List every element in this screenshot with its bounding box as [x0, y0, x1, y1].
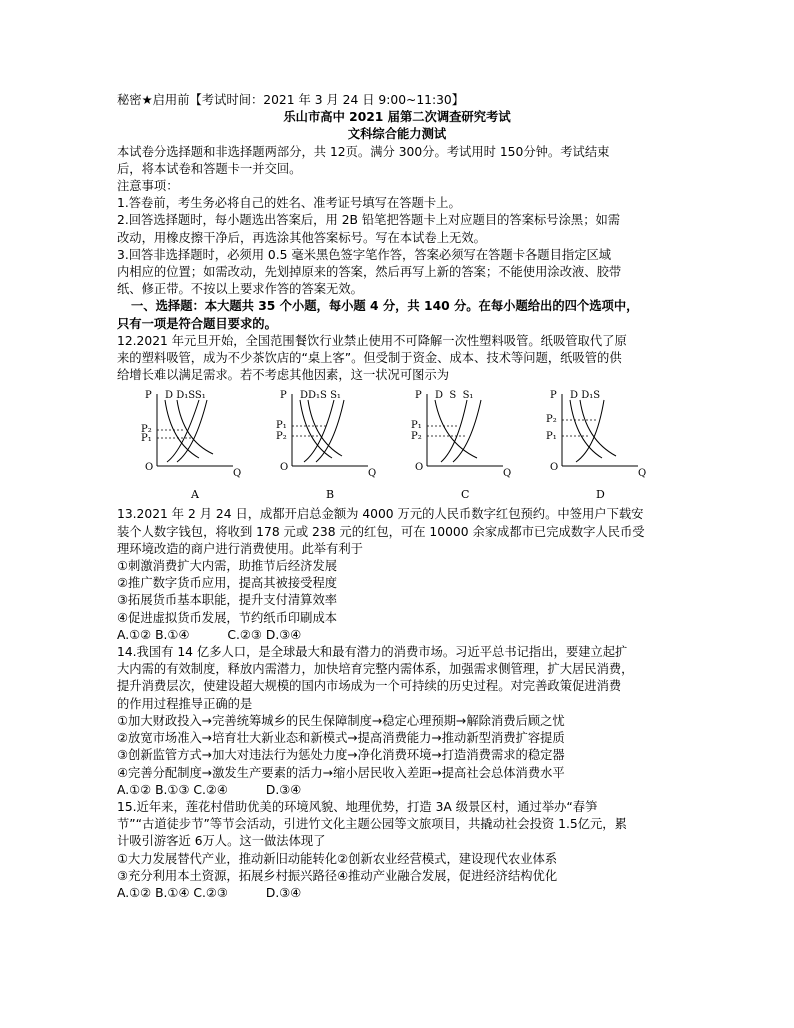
price-label: P₂: [276, 431, 287, 443]
note-item: 内相应的位置；如需改动，先划掉原来的答案，然后再写上新的答案；不能使用涂改液、胶带: [117, 265, 622, 280]
option-c[interactable]: C.②③: [193, 885, 228, 900]
section-heading-cont: 只有一项是符合题目要求的。: [117, 316, 277, 331]
q14-choice: ①加大财政投入→完善统筹城乡的民生保障制度→稳定心理预期→解除消费后顾之忧: [117, 713, 565, 728]
graph-b: [272, 386, 377, 504]
origin-label: O: [415, 462, 424, 474]
curve-labels: D D₁S: [570, 390, 601, 402]
exam-subtitle: 文科综合能力测试: [347, 127, 447, 142]
graph-d: [542, 386, 647, 504]
price-label: P₁: [141, 433, 152, 445]
note-item: 纸、修正带。不按以上要求作答的答案无效。: [117, 282, 363, 297]
price-label: P₁: [546, 431, 557, 443]
exam-title: 乐山市高中 2021 届第二次调查研究考试: [283, 110, 511, 125]
q15-line: 节”“古道徒步节”等节会活动，引进竹文化主题公园等文旅项目，共撬动社会投资 1.5亿元，累: [117, 817, 627, 832]
q13-line: 理环境改造的商户进行消费使用。此举有利于: [117, 541, 363, 556]
axis-p-label: P: [280, 390, 287, 402]
q14-line: 14.我国有 14 亿多人口，是全球最大和最有潜力的消费市场。习近平总书记指出，要建立起扩: [117, 645, 628, 660]
graph-caption: B: [326, 488, 335, 502]
axis-p-label: P: [415, 390, 422, 402]
option-d[interactable]: D.③④: [265, 885, 302, 900]
option-a[interactable]: A.①②: [117, 627, 152, 642]
q14-line: 提升消费层次，使建设超大规模的国内市场成为一个可持续的历史过程。对完善政策促进消费: [117, 679, 622, 694]
price-label: P₁: [276, 420, 287, 432]
q15-choice: ③充分利用本土资源，拓展乡村振兴路径④推动产业融合发展，促进经济结构优化: [117, 868, 558, 883]
q13-choice: ②推广数字货币应用，提高其被接受程度: [117, 576, 338, 591]
axis-q-label: Q: [638, 468, 647, 480]
q14-line: 大内需的有效制度，释放内需潜力，加快培育完整内需体系，加强需求侧管理，扩大居民消费，: [117, 662, 634, 677]
q15-choice: ①大力发展替代产业，推动新旧动能转化②创新农业经营模式，建设现代农业体系: [117, 851, 558, 866]
q13-options: [117, 627, 677, 644]
q15-options: [117, 885, 677, 902]
origin-label: O: [550, 462, 559, 474]
q13-choice: ①刺激消费扩大内需，助推节后经济发展: [117, 559, 338, 574]
exam-page: [117, 92, 677, 902]
graph-caption: A: [191, 488, 199, 502]
q15-line: 15.近年来，莲花村借助优美的环境风貌、地理优势，打造 3A 级景区村，通过举办“春笋: [117, 799, 598, 814]
price-label: P₁: [411, 420, 422, 432]
q14-line: 的作用过程推导正确的是: [117, 696, 253, 711]
section-heading: 一、选择题：本大题共 35 个小题，每小题 4 分，共 140 分。在每小题给出的四个选项中，: [131, 299, 639, 314]
price-label: P₂: [411, 431, 422, 443]
intro-line: 后，将本试卷和答题卡一并交回。: [117, 161, 302, 176]
q12-line: 给增长难以满足需求。若不考虑其他因素，这一状况可图示为: [117, 368, 450, 383]
option-b[interactable]: B.①③: [155, 782, 190, 797]
q15-line: 计吸引游客近 6万人。这一做法体现了: [117, 834, 326, 849]
axis-q-label: Q: [368, 468, 377, 480]
q13-choice: ③拓展货币基本职能，提升支付清算效率: [117, 593, 338, 608]
intro-line: 本试卷分选择题和非选择题两部分，共 12页。满分 300分。考试用时 150分钟。考试结束: [117, 144, 610, 159]
q14-choice: ③创新监管方式→加大对违法行为惩处力度→净化消费环境→打造消费需求的稳定器: [117, 748, 565, 763]
price-label: P₂: [141, 424, 152, 436]
graph-a: [137, 386, 242, 504]
axis-p-label: P: [145, 390, 152, 402]
notes-heading: 注意事项：: [117, 179, 179, 194]
option-a[interactable]: A.①②: [117, 782, 152, 797]
q12-line: 12.2021 年元旦开始，全国范围餐饮行业禁止使用不可降解一次性塑料吸管。纸吸管取代了原: [117, 333, 627, 348]
option-b[interactable]: B.①④: [155, 885, 190, 900]
axis-q-label: Q: [233, 468, 242, 480]
q13-choice: ④促进虚拟货币发展，节约纸币印刷成本: [117, 610, 338, 625]
q12-graphs: [117, 386, 677, 504]
q14-options: [117, 782, 677, 799]
curve-labels: DD₁S S₁: [300, 390, 341, 402]
secret-line: 秘密★启用前【考试时间：2021 年 3 月 24 日 9:00~11:30】: [117, 93, 465, 107]
axis-q-label: Q: [503, 468, 512, 480]
graph-c: [407, 386, 512, 504]
option-b[interactable]: B.①④: [155, 627, 190, 642]
price-label: P₂: [546, 414, 557, 426]
option-a[interactable]: A.①②: [117, 885, 152, 900]
q13-line: 装个人数字钱包，将收到 178 元或 238 元的红包，可在 10000 余家成都市已完成数字人民币受: [117, 524, 645, 539]
note-item: 1.答卷前，考生务必将自己的姓名、准考证号填写在答题卡上。: [117, 196, 461, 211]
note-item: 3.回答非选择题时，必须用 0.5 毫米黑色签字笔作答，答案必须写在答题卡各题目指定区域: [117, 247, 612, 262]
note-item: 2.回答选择题时，每小题选出答案后，用 2B 铅笔把答题卡上对应题目的答案标号涂黑；如需: [117, 213, 621, 228]
origin-label: O: [280, 462, 289, 474]
q14-choice: ②放宽市场准入→培育壮大新业态和新模式→提高消费能力→推动新型消费扩容提质: [117, 731, 565, 746]
q12-line: 来的塑料吸管，成为不少茶饮店的“桌上客”。但受制于资金、成本、技术等问题，纸吸管的供: [117, 351, 622, 366]
option-d[interactable]: D.③④: [265, 782, 302, 797]
option-c[interactable]: C.②③: [227, 627, 262, 642]
option-d[interactable]: D.③④: [265, 627, 302, 642]
axis-p-label: P: [550, 390, 557, 402]
q14-choice: ④完善分配制度→激发生产要素的活力→缩小居民收入差距→提高社会总体消费水平: [117, 765, 565, 780]
option-c[interactable]: C.②④: [193, 782, 228, 797]
curve-labels: D S S₁: [435, 390, 474, 402]
origin-label: O: [145, 462, 154, 474]
note-item: 改动，用橡皮擦干净后，再选涂其他答案标号。写在本试卷上无效。: [117, 230, 486, 245]
graph-caption: D: [596, 488, 605, 502]
curve-labels: D D₁SS₁: [165, 390, 206, 402]
q13-line: 13.2021 年 2 月 24 日，成都开启总金额为 4000 万元的人民币数字红包预约。中签用户下载安: [117, 507, 644, 522]
graph-caption: C: [461, 488, 470, 502]
